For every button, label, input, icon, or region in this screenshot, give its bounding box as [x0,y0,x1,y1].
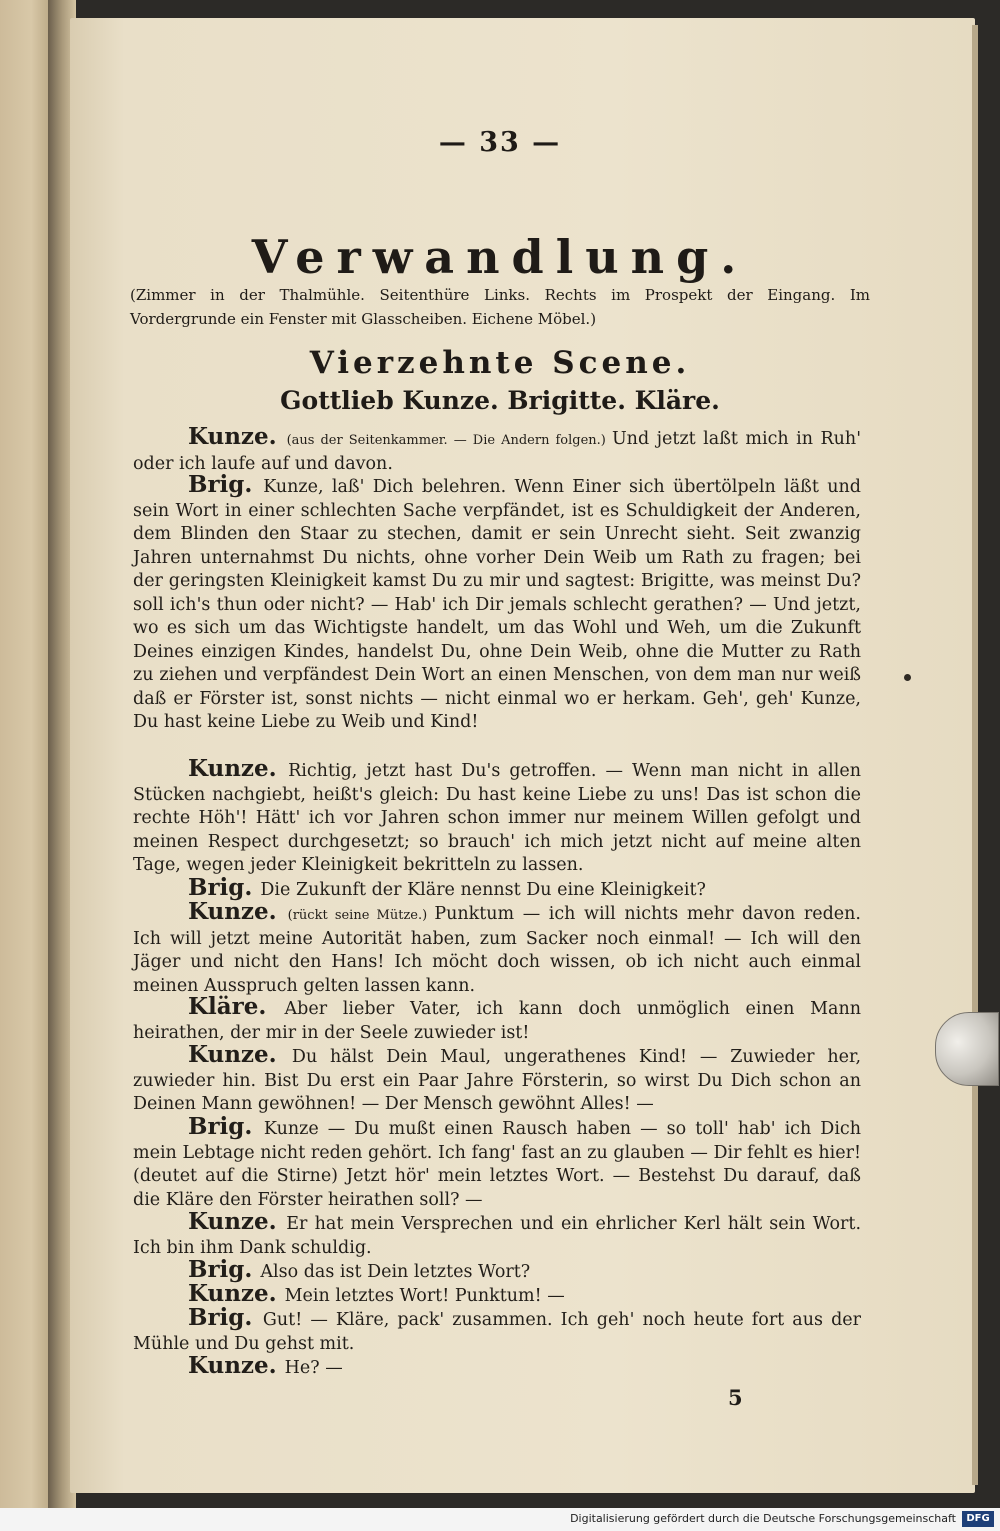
page-clip [935,1012,999,1086]
scene-title: Vierzehnte Scene. [309,345,691,381]
speaker-name: Kunze. [188,423,287,450]
speaker-name: Brig. [188,471,264,498]
dialogue-line [133,1043,861,1117]
scene-persons: Gottlieb Kunze. Brigitte. Kläre. [280,386,720,415]
dialogue-line [133,425,861,476]
dialogue-text: Aber lieber Vater, ich kann doch unmöglich einen Mann heirathen, der mir in der Seele zuwieder ist! [133,999,861,1043]
dialogue-line [133,473,861,735]
speaker-name: Kunze. [188,1280,285,1307]
speaker-name: Kläre. [188,993,285,1020]
stage-direction: (Zimmer in der Thalmühle. Seitenthüre Links. Rechts im Prospekt der Eingang. Im Vordergrunde ein Fenster mit Glasscheiben. Eichene Möbel.) [130,286,870,328]
dialogue-line [133,900,861,998]
dialogue-line [133,757,861,878]
dialogue-line [133,1354,861,1381]
left-page-edge [0,0,52,1508]
page-number: — 33 — [438,127,562,158]
speaker-name: Brig. [188,1304,263,1331]
dialogue-text: Punktum — ich will nichts mehr davon reden. Ich will jetzt meine Autorität haben, zum Sacker noch einmal! — Ich will den Jäger und nicht den Hans! Ich möcht doch wissen, ob ich nicht auch einmal meinen Ausspruch gelten lassen kann. [133,904,861,996]
signature-mark: 5 [728,1385,743,1410]
dialogue-text: Gut! — Kläre, pack' zusammen. Ich geh' noch heute fort aus der Mühle und Du gehst mit. [133,1310,861,1354]
section-heading: Verwandlung. [251,230,749,284]
dialogue-text: Und jetzt laßt mich in Ruh' oder ich laufe auf und davon. [133,429,862,474]
speaker-name: Kunze. [188,898,288,925]
footer-bar [0,1508,1000,1531]
speaker-name: Kunze. [188,1041,292,1068]
dialogue-text: Kunze — Du mußt einen Rausch haben — so toll' hab' ich Dich mein Lebtage nicht reden gehört. Ich fang' fast an zu glauben — Dir fehlt es hier! (deutet auf die Stirne) Jetzt hör' mein letztes Wort. — Bestehst Du darauf, daß die Kläre den Förster heirathen soll? — [133,1119,861,1210]
dfg-logo: DFG [962,1511,994,1527]
speaker-name: Kunze. [188,1208,287,1235]
dialogue-text: Richtig, jetzt hast Du's getroffen. — Wenn man nicht in allen Stücken nachgiebt, heißt's gleich: Du hast keine Liebe zu uns! Das ist schon die rechte Höh'! Hätt' ich vor Jahren schon immer nur meinem Willen gefolgt und meinen Respect durchgesetzt; so brauch' ich mich jetzt nicht auf meine alten Tage, wegen jeder Kleinigkeit bekritteln zu lassen. [133,761,861,875]
dialogue-line [133,1115,861,1212]
stage-note: (aus der Seitenkammer. — Die Andern folgen.) [286,433,612,448]
ink-spot [904,674,911,681]
speaker-name: Brig. [188,1113,264,1140]
dialogue-text: Du hälst Dein Maul, ungerathenes Kind! — Zuwieder her, zuwieder hin. Bist Du erst ein Paar Jahre Försterin, so wirst Du Dich schon an Deinen Mann gewöhnen! — Der Mensch gewöhnt Alles! — [133,1047,862,1114]
speaker-name: Brig. [188,1256,261,1283]
dialogue-line [133,1210,861,1260]
dialogue-text: He? — [284,1358,343,1378]
speaker-name: Kunze. [188,1352,285,1379]
dialogue-line [133,1306,861,1356]
dialogue-text: Also das ist Dein letztes Wort? [260,1262,531,1282]
dialogue-text: Mein letztes Wort! Punktum! — [284,1286,565,1306]
speaker-name: Kunze. [188,755,289,782]
dialogue-line [133,995,861,1045]
speaker-name: Brig. [188,874,261,901]
dialogue-text: Die Zukunft der Kläre nennst Du eine Kleinigkeit? [260,880,706,900]
dialogue-text: Kunze, laß' Dich belehren. Wenn Einer sich übertölpeln läßt und sein Wort in einer schlechten Sache verpfändet, ist es Schuldigkeit der Anderen, dem Blinden den Staar zu stechen, damit er sein Unrecht sieht. Seit zwanzig Jahren unternahmst Du nichts, ohne vorher Dein Weib um Rath zu fragen; bei der geringsten Kleinigkeit kamst Du zu mir und sagtest: Brigitte, was meinst Du? soll ich's thun oder nicht? — Hab' ich Dir jemals schlecht gerathen? — Und jetzt, wo es sich um das Wichtigste handelt, um das Wohl und Weh, um die Zukunft Deines einzigen Kindes, handelst Du, ohne Dein Weib, ohne die Mutter zu Rath zu ziehen und verpfändest Dein Wort an einen Menschen, von dem man nur weiß daß er Förster ist, sonst nichts — nicht einmal wo er herkam. Geh', geh' Kunze, Du hast keine Liebe zu Weib und Kind! [133,477,861,732]
dialogue-text: Er hat mein Versprechen und ein ehrlicher Kerl hält sein Wort. Ich bin ihm Dank schuldig. [133,1214,862,1258]
stage-note: (rückt seine Mütze.) [287,908,435,923]
footer-credit: Digitalisierung gefördert durch die Deutsche Forschungsgemeinschaft [570,1512,956,1525]
